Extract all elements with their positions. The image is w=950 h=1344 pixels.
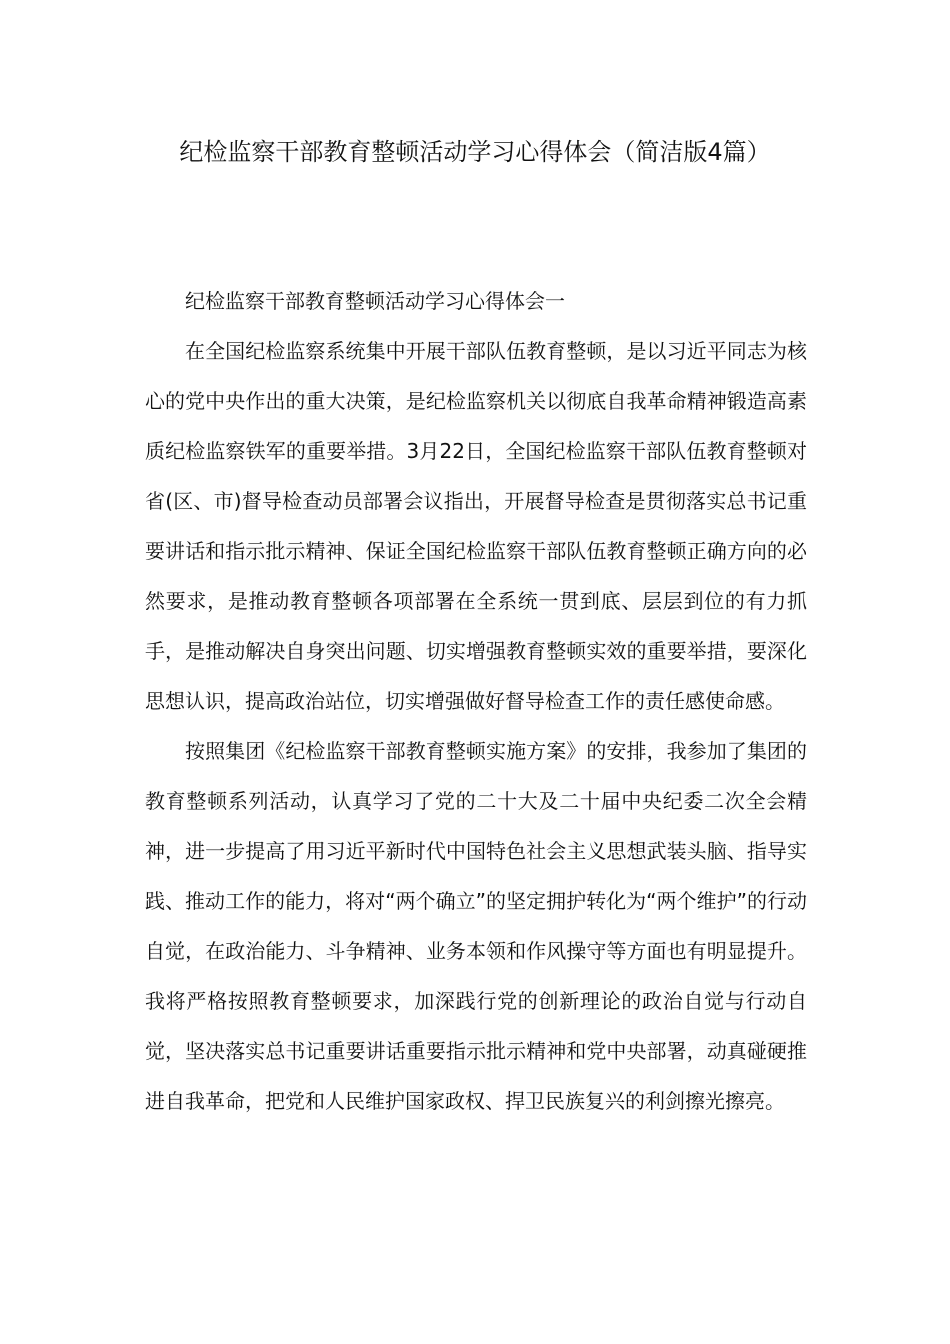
body-paragraph-1: 在全国纪检监察系统集中开展干部队伍教育整顿，是以习近平同志为核心的党中央作出的重大决策，是纪检监察机关以彻底自我革命精神锻造高素质纪检监察铁军的重要举措。3月22日，全国纪检监察干部队伍教育整顿对省(区、市)督导检查动员部署会议指出，开展督导检查是贯彻落实总书记重要讲话和指示批示精神、保证全国纪检监察干部队伍教育整顿正确方向的必然要求，是推动教育整顿各项部署在全系统一贯到底、层层到位的有力抓手，是推动解决自身突出问题、切实增强教育整顿实效的重要举措，要深化思想认识，提高政治站位，切实增强做好督导检查工作的责任感使命感。 bbox=[145, 339, 807, 713]
document-title: 纪检监察干部教育整顿活动学习心得体会（简洁版4篇） bbox=[179, 138, 771, 166]
document-body bbox=[145, 276, 807, 1126]
body-paragraph-2: 按照集团《纪检监察干部教育整顿实施方案》的安排，我参加了集团的教育整顿系列活动，认真学习了党的二十大及二十届中央纪委二次全会精神，进一步提高了用习近平新时代中国特色社会主义思想武装头脑、指导实践、推动工作的能力，将对“两个确立”的坚定拥护转化为“两个维护”的行动自觉，在政治能力、斗争精神、业务本领和作风操守等方面也有明显提升。我将严格按照教育整顿要求，加深践行党的创新理论的政治自觉与行动自觉，坚决落实总书记重要讲话重要指示批示精神和党中央部署，动真碰硬推进自我革命，把党和人民维护国家政权、捍卫民族复兴的利剑擦光擦亮。 bbox=[145, 739, 807, 1113]
section-heading: 纪检监察干部教育整顿活动学习心得体会一 bbox=[185, 289, 565, 313]
